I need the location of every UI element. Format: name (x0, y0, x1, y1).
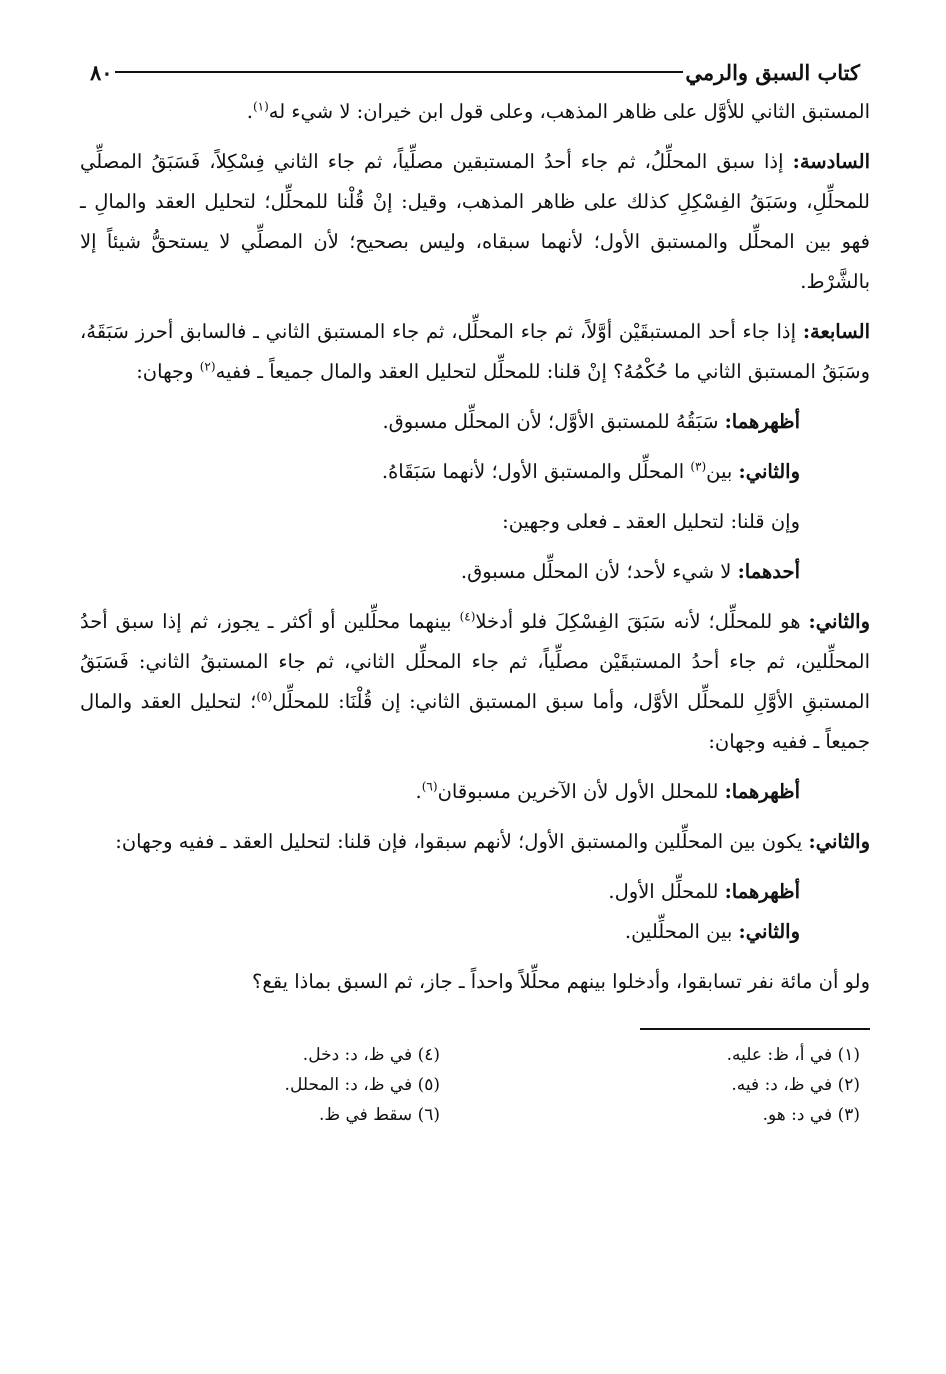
page-header (80, 52, 870, 92)
paragraph-ahaduhuma: أحدهما: لا شيء لأحد؛ لأن المحلِّل مسبوق. (460, 560, 800, 583)
footnote-ref-5: (٥) (256, 689, 273, 704)
footnotes-left-column (80, 1040, 440, 1130)
paragraph-sadisa: السادسة: إذا سبق المحلِّلُ، ثم جاء أحدُ المستبقين مصلِّياً، ثم جاء الثاني فِسْكِلاً، فَسَبَقُ المصلِّي للمحلِّلِ، وسَبَقُ الفِسْكِلِ كذلك على ظاهر المذهب، وقيل: إنْ قُلْنا للمحلِّل؛ لتحليل العقد والمالِ ـ فهو بين المحلِّل والمستبق الأول؛ لأنهما سبقاه، وليس بصحيح؛ لأن المصلِّي لا يستحقُّ شيئاً إلا بالشَّرْط. (80, 150, 870, 293)
paragraph-azharuhuma-1: أظهرهما: سَبَقُهُ للمستبق الأوَّل؛ لأن المحلِّل مسبوق. (382, 410, 800, 433)
footnote-ref-4: (٤) (459, 609, 476, 624)
book-page (80, 52, 870, 1130)
term-sadisa: السادسة: (792, 150, 870, 173)
paragraph-azharuhuma-2: أظهرهما: للمحلل الأول لأن الآخرين مسبوقان$^{(٦)}$. (415, 779, 800, 803)
footnote-6: (٦) سقط في ظ. (318, 1105, 440, 1125)
body-text (80, 92, 870, 1002)
footnote-1: (١) في أ، ظ: عليه. (726, 1045, 860, 1065)
footnote-ref-6: (٦) (421, 779, 438, 794)
footnotes-right-column (440, 1040, 860, 1130)
paragraph-azharuhuma-3: أظهرهما: للمحلِّل الأول. (608, 880, 800, 903)
paragraph-sabia: السابعة: إذا جاء أحد المستبقَيْن أوَّلاً، ثم جاء المحلِّل، ثم جاء المستبق الثاني ـ فالسابق أحرز سَبَقَهُ، وسَبَقُ المستبق الثاني ما حُكْمُهُ؟ إنْ قلنا: للمحلِّل لتحليل العقد والمال جميعاً ـ ففيه$^{(٢)}$ وجهان: (80, 320, 870, 383)
paragraph-thani-4: والثاني: بين المحلِّلين. (624, 920, 800, 943)
footnote-2: (٢) في ظ، د: فيه. (731, 1075, 860, 1095)
paragraph-thani-1: والثاني: بين$^{(٣)}$ المحلِّل والمستبق الأول؛ لأنهما سَبَقَاهُ. (381, 459, 800, 483)
paragraph-1: المستبق الثاني للأوَّل على ظاهر المذهب، وعلى قول ابن خيران: لا شيء له$^{(١)}$. (246, 99, 870, 123)
footnote-3: (٣) في د: هو. (762, 1105, 860, 1125)
running-title: كتاب السبق والرمي (685, 59, 860, 85)
paragraph-thani-2: والثاني: هو للمحلِّل؛ لأنه سَبَقَ الفِسْكِلَ فلو أدخلا$^{(٤)}$ بينهما محلِّلين أو أكثر ـ يجوز، ثم إذا سبق أحدُ المحلِّلين، ثم جاء أحدُ المستبقَيْن مصلِّياً، ثم جاء المحلِّل الثاني، ثم جاء المستبقُ الثاني: فَسَبَقُ المستبقِ الأوَّلِ للمحلِّل الأوَّل، وأما سبق المستبق الثاني: إن قُلْنَا: للمحلِّل$^{(٥)}$؛ لتحليل العقد والمال جميعاً ـ ففيه وجهان: (80, 609, 870, 753)
footnote-ref-3: (٣) (690, 459, 707, 474)
paragraph-in-qulna: وإن قلنا: لتحليل العقد ـ فعلى وجهين: (502, 510, 800, 533)
header-rule (115, 71, 684, 73)
footnote-ref-2: (٢) (199, 359, 216, 374)
footnote-rule (640, 1028, 870, 1030)
paragraph-mia-nafar: ولو أن مائة نفر تسابقوا، وأدخلوا بينهم محلِّلاً واحداً ـ جاز، ثم السبق بماذا يقع؟ (252, 970, 870, 993)
footnote-ref-1: (١) (252, 99, 269, 114)
footnote-5: (٥) في ظ، د: المحلل. (284, 1075, 440, 1095)
paragraph-thani-3: والثاني: يكون بين المحلِّلين والمستبق الأول؛ لأنهم سبقوا، فإن قلنا: لتحليل العقد ـ ففيه وجهان: (115, 830, 870, 853)
footnotes (80, 1040, 870, 1130)
page-number: ٨٠ (90, 59, 113, 85)
term-sabia: السابعة: (802, 320, 870, 343)
footnote-4: (٤) في ظ، د: دخل. (302, 1045, 440, 1065)
